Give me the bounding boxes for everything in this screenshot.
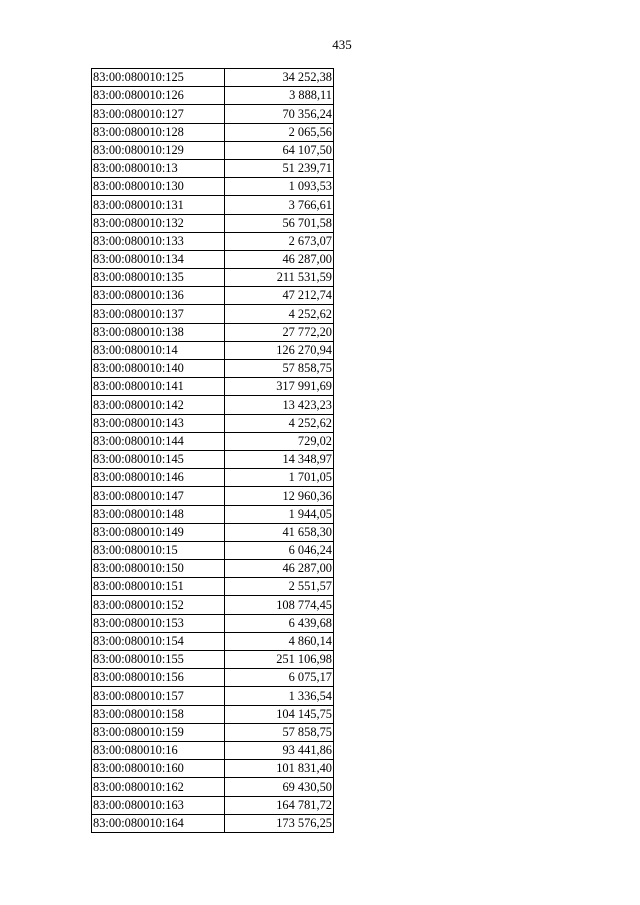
cadastral-number-cell: 83:00:080010:155 (92, 651, 225, 669)
value-cell: 46 287,00 (225, 560, 334, 578)
value-cell: 164 781,72 (225, 796, 334, 814)
table-row (92, 523, 334, 541)
value-cell: 57 858,75 (225, 723, 334, 741)
table-row (92, 105, 334, 123)
cadastral-number-cell: 83:00:080010:148 (92, 505, 225, 523)
table-row (92, 796, 334, 814)
value-cell: 4 252,62 (225, 305, 334, 323)
value-cell: 6 075,17 (225, 669, 334, 687)
table-row (92, 123, 334, 141)
cadastral-number-cell: 83:00:080010:15 (92, 541, 225, 559)
table-row (92, 814, 334, 832)
table-row (92, 778, 334, 796)
table-row (92, 705, 334, 723)
cadastral-number-cell: 83:00:080010:128 (92, 123, 225, 141)
table-row (92, 360, 334, 378)
value-cell: 56 701,58 (225, 214, 334, 232)
cadastral-number-cell: 83:00:080010:127 (92, 105, 225, 123)
value-cell: 211 531,59 (225, 269, 334, 287)
cadastral-number-cell: 83:00:080010:13 (92, 159, 225, 177)
cadastral-number-cell: 83:00:080010:158 (92, 705, 225, 723)
cadastral-number-cell: 83:00:080010:160 (92, 760, 225, 778)
value-cell: 6 046,24 (225, 541, 334, 559)
cadastral-number-cell: 83:00:080010:134 (92, 250, 225, 268)
table-row (92, 596, 334, 614)
table-row (92, 159, 334, 177)
table-row (92, 505, 334, 523)
cadastral-number-cell: 83:00:080010:131 (92, 196, 225, 214)
value-cell: 34 252,38 (225, 69, 334, 87)
table-row (92, 614, 334, 632)
table-row (92, 250, 334, 268)
table-row (92, 305, 334, 323)
cadastral-number-cell: 83:00:080010:156 (92, 669, 225, 687)
cadastral-number-cell: 83:00:080010:130 (92, 178, 225, 196)
value-cell: 64 107,50 (225, 141, 334, 159)
cadastral-number-cell: 83:00:080010:157 (92, 687, 225, 705)
value-cell: 1 701,05 (225, 469, 334, 487)
table-row (92, 87, 334, 105)
cadastral-number-cell: 83:00:080010:133 (92, 232, 225, 250)
cadastral-number-cell: 83:00:080010:137 (92, 305, 225, 323)
cadastral-number-cell: 83:00:080010:132 (92, 214, 225, 232)
cadastral-number-cell: 83:00:080010:159 (92, 723, 225, 741)
value-cell: 3 766,61 (225, 196, 334, 214)
table-row (92, 632, 334, 650)
cadastral-number-cell: 83:00:080010:163 (92, 796, 225, 814)
value-cell: 13 423,23 (225, 396, 334, 414)
cadastral-number-cell: 83:00:080010:140 (92, 360, 225, 378)
value-cell: 1 336,54 (225, 687, 334, 705)
value-cell: 14 348,97 (225, 450, 334, 468)
table-row (92, 378, 334, 396)
table-row (92, 450, 334, 468)
cadastral-number-cell: 83:00:080010:147 (92, 487, 225, 505)
value-cell: 57 858,75 (225, 360, 334, 378)
table-row (92, 141, 334, 159)
table-row (92, 178, 334, 196)
table-row (92, 578, 334, 596)
cadastral-number-cell: 83:00:080010:16 (92, 741, 225, 759)
value-cell: 47 212,74 (225, 287, 334, 305)
cadastral-number-cell: 83:00:080010:143 (92, 414, 225, 432)
value-cell: 104 145,75 (225, 705, 334, 723)
table-row (92, 687, 334, 705)
value-cell: 3 888,11 (225, 87, 334, 105)
value-cell: 12 960,36 (225, 487, 334, 505)
value-cell: 41 658,30 (225, 523, 334, 541)
value-cell: 4 252,62 (225, 414, 334, 432)
value-cell: 70 356,24 (225, 105, 334, 123)
cadastral-number-cell: 83:00:080010:164 (92, 814, 225, 832)
value-cell: 51 239,71 (225, 159, 334, 177)
value-cell: 4 860,14 (225, 632, 334, 650)
table-row (92, 432, 334, 450)
table-row (92, 232, 334, 250)
value-cell: 173 576,25 (225, 814, 334, 832)
cadastral-value-table (91, 68, 334, 833)
value-cell: 126 270,94 (225, 341, 334, 359)
table-row (92, 196, 334, 214)
table-row (92, 341, 334, 359)
value-cell: 101 831,40 (225, 760, 334, 778)
table-row (92, 414, 334, 432)
value-cell: 93 441,86 (225, 741, 334, 759)
table-row (92, 214, 334, 232)
table-row (92, 396, 334, 414)
cadastral-number-cell: 83:00:080010:152 (92, 596, 225, 614)
cadastral-number-cell: 83:00:080010:126 (92, 87, 225, 105)
cadastral-number-cell: 83:00:080010:153 (92, 614, 225, 632)
value-cell: 2 673,07 (225, 232, 334, 250)
value-cell: 6 439,68 (225, 614, 334, 632)
table-body (92, 69, 334, 833)
table-row (92, 669, 334, 687)
cadastral-number-cell: 83:00:080010:129 (92, 141, 225, 159)
table-row (92, 760, 334, 778)
cadastral-number-cell: 83:00:080010:145 (92, 450, 225, 468)
cadastral-number-cell: 83:00:080010:149 (92, 523, 225, 541)
cadastral-number-cell: 83:00:080010:144 (92, 432, 225, 450)
cadastral-number-cell: 83:00:080010:142 (92, 396, 225, 414)
cadastral-number-cell: 83:00:080010:162 (92, 778, 225, 796)
cadastral-number-cell: 83:00:080010:151 (92, 578, 225, 596)
cadastral-number-cell: 83:00:080010:141 (92, 378, 225, 396)
cadastral-number-cell: 83:00:080010:146 (92, 469, 225, 487)
cadastral-number-cell: 83:00:080010:136 (92, 287, 225, 305)
table-row (92, 69, 334, 87)
table-row (92, 723, 334, 741)
value-cell: 1 093,53 (225, 178, 334, 196)
value-cell: 729,02 (225, 432, 334, 450)
value-cell: 251 106,98 (225, 651, 334, 669)
cadastral-number-cell: 83:00:080010:138 (92, 323, 225, 341)
cadastral-number-cell: 83:00:080010:154 (92, 632, 225, 650)
value-cell: 2 551,57 (225, 578, 334, 596)
table-row (92, 269, 334, 287)
value-cell: 108 774,45 (225, 596, 334, 614)
cadastral-number-cell: 83:00:080010:135 (92, 269, 225, 287)
cadastral-number-cell: 83:00:080010:125 (92, 69, 225, 87)
table-row (92, 741, 334, 759)
table-row (92, 287, 334, 305)
table-row (92, 469, 334, 487)
page-number: 435 (332, 37, 352, 52)
value-cell: 2 065,56 (225, 123, 334, 141)
cadastral-number-cell: 83:00:080010:150 (92, 560, 225, 578)
value-cell: 1 944,05 (225, 505, 334, 523)
table-row (92, 487, 334, 505)
value-cell: 69 430,50 (225, 778, 334, 796)
cadastral-number-cell: 83:00:080010:14 (92, 341, 225, 359)
table-row (92, 541, 334, 559)
table-row (92, 651, 334, 669)
value-cell: 317 991,69 (225, 378, 334, 396)
value-cell: 27 772,20 (225, 323, 334, 341)
table-row (92, 323, 334, 341)
table-row (92, 560, 334, 578)
value-cell: 46 287,00 (225, 250, 334, 268)
